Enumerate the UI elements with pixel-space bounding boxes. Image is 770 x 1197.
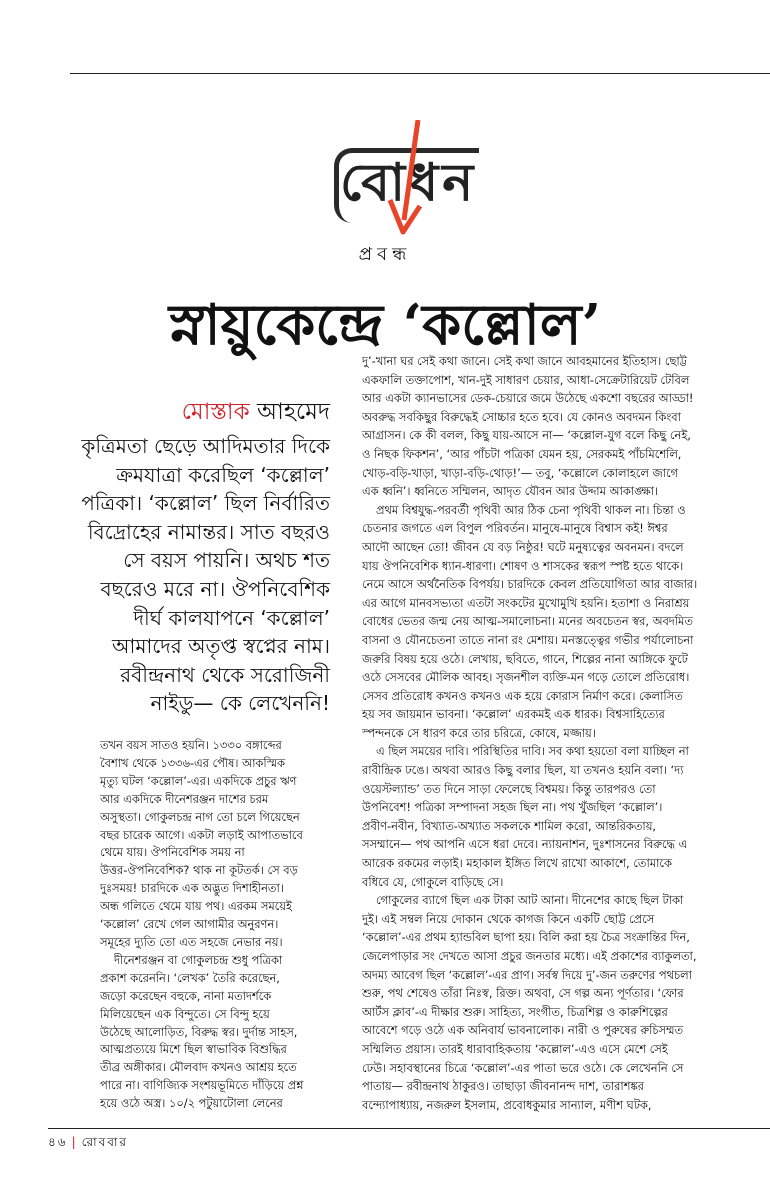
body-text-line: সসম্মানে— পথ আপনি এসে ধরা দেবে। ন্যায়নাশন, দুঃশাসনের বিরুদ্ধে এ (362, 837, 688, 852)
article-headline: স্নায়ুকেন্দ্রে ‘কল্লোল’ (168, 292, 602, 358)
body-text-line: বৈশাখ থেকে ১৩৩৬-এর পৌষ। আকস্মিক (100, 755, 285, 770)
lede-line: আমাদের অতৃপ্ত স্বপ্নের নাম। (112, 634, 330, 659)
body-text-line: সেসব প্রতিরোধ কখনও কখনও এক হয়ে কোরাস নির্মাণ করে। কেলাসিত (362, 688, 683, 703)
body-text-line: বন্দ্যোপাধ্যায়, নজরুল ইসলাম, প্রবোধকুমার সান্যাল, মণীশ ঘটক, (362, 1097, 652, 1112)
body-text-line: পাতায়— রবীন্দ্রনাথ ঠাকুরও। তাছাড়া জীবনানন্দ দাশ, তারাশঙ্কর (362, 1079, 644, 1094)
body-column-right (362, 352, 762, 1114)
body-text-line: পারে না। বাণিজ্যিক সংশয়ভূমিতে দাঁড়িয়ে প্রশ্ন (100, 1078, 304, 1093)
body-text-line: স্পন্দনকে সে ধারণ করে তার চরিত্রে, কোষে, মজ্জায়। (362, 725, 596, 740)
body-text-line: তখন বয়স সাতও হয়নি। ১৩৩০ বঙ্গাব্দের (100, 738, 282, 752)
page-number: ৪৬ (48, 1135, 68, 1149)
body-text-line: হয় সব জায়মান ভাবনা। ‘কল্লোল’ এরকমই এক ধারক। বিশ্বসাহিত্যের (362, 707, 665, 722)
lede-line: কৃত্রিমতা ছেড়ে আদিমতার দিকে (81, 434, 330, 458)
lede-line: সে বয়স পায়নি। অথচ শত (123, 548, 330, 573)
lede-line: বছরেও মরে না। ঔপনিবেশিক (100, 576, 330, 601)
body-text-line: আদৌ আছেন তো! জীবন যে বড় নিষ্ঠুর! ঘটে মনুষ্যত্বের অবনমন। বদলে (362, 539, 684, 554)
body-text-line: হয়ে ওঠে অস্ত্র। ১০/২ পটুয়াটোলা লেনের (100, 1096, 283, 1111)
body-text-line: ওয়েস্টল্যান্ড’ তত দিনে সাড়া ফেলেছে বিশ্বময়। কিন্তু তারপরও তো (362, 781, 656, 796)
body-text-line: সম্মিলিত প্রয়াস। তারই ধারাবাহিকতায় ‘কল্লোল’-এও এসে মেশে সেই (362, 1041, 668, 1056)
body-text-line: উত্তর-ঔপনিবেশিক? থাক না কূটতর্ক। সে বড় (100, 863, 298, 878)
body-text-line: আরেক রকমের লড়াই। মহাকাল ইঙ্গিত লিখে রাখো আকাশে, তোমাকে (362, 856, 672, 871)
body-text-line: এর আগে মানবসভ্যতা এতটা সংকটের মুখোমুখি হয়নি। হতাশা ও নিরাশ্রয় (362, 595, 690, 610)
body-text-line: আর্টস ক্লাব’-এ দীক্ষার শুরু। সাহিত্য, সংগীত, চিত্রশিল্প ও কারুশিল্পের (362, 1004, 668, 1019)
body-text-line: যায় ঔপনিবেশিক ধ্যান-ধারণা। শোষণ ও শাসকের স্বরূপ স্পষ্ট হতে থাকে। (362, 558, 684, 573)
body-text-line: আত্মপ্রত্যয়ে মিশে ছিল স্বাভাবিক বিশুদ্ধির (100, 1042, 287, 1057)
body-text-line: নেমে আসে অর্থনৈতিক বিপর্যয়। চারদিকে কেবল প্রতিযোগিতা আর বাজার। (362, 577, 698, 592)
body-text-line: তীব্র অঙ্গীকার। মৌলবাদ কখনও আশ্রয় হতে (100, 1060, 297, 1075)
body-text-line: দু’-খানা ঘর সেই কথা জানে। সেই কথা জানে আবহমানের ইতিহাস। ছোট্ট (362, 354, 687, 368)
body-text-line: ঢেউ। সহাবস্থানের চিত্রে ‘কল্লোল’-এর পাতা ভরে ওঠে। কে লেখেননি সে (362, 1060, 684, 1075)
body-text-line: আর একটা ক্যানভাসের ডেক-চেয়ারে জমে উঠেছে একশো বছরের আড্ডা! (362, 391, 694, 406)
bodhon-logo (330, 120, 480, 245)
body-text-line: দীনেশরঞ্জন বা গোকুলচন্দ্র শুধু পত্রিকা (114, 952, 283, 967)
body-text-line: খোড়-বড়ি-খাড়া, খাড়া-বড়ি-থোড়!’— তবু, ‘কল্লোলে কোলাহলে জাগে (362, 465, 679, 480)
body-column-left (100, 737, 335, 1113)
body-text-line: চেতনার জগতে এল বিপুল পরিবর্তন। মানুষে-মানুষে বিশ্বাস কই! ঈশ্বর (362, 521, 668, 536)
body-text-line: মৃত্যু ঘটল ‘কল্লোল’-এর। একদিকে প্রচুর ঋণ (100, 773, 297, 788)
author-last-name: আহমেদ (256, 399, 330, 425)
author-byline (100, 393, 330, 432)
bottom-rule (48, 1128, 770, 1129)
body-text-line: আগ্রাসন। কে কী বলল, কিছু যায়-আসে না— ‘কল্লোল-যুগ বলে কিছু নেই, (362, 428, 691, 443)
body-text-line: শুরু, পথ শেষেও তাঁরা নিঃস্ব, রিক্ত। অথবা, সে গল্প অন্য পূর্ণতার। ‘ফোর (362, 986, 684, 1001)
body-text-line: আর একদিকে দীনেশরঞ্জন দাশের চরম (100, 791, 269, 806)
footer-separator: | (71, 1135, 78, 1149)
lede-line: দীর্ঘ কালযাপনে ‘কল্লোল’ (133, 605, 330, 630)
body-text-line: ‘কল্লোল’ রেখে গেল আগামীর অনুরণন। (100, 917, 279, 932)
body-text-line: উঠেছে আলোড়িত, বিরুদ্ধ স্বর। দুর্দান্ত সাহস, (100, 1024, 298, 1039)
author-first-name: মোস্তাক (181, 399, 250, 425)
body-text-line: দুই। এই সম্বল নিয়ে দোকান থেকে কাগজ কিনে একটি ছোট্ট প্রেসে (362, 911, 655, 926)
section-label: প্রবন্ধ (358, 244, 412, 265)
body-text-line: ‘কল্লোল’-এর প্রথম হ্যান্ডবিল ছাপা হয়। বিলি করা হয় চৈত্র সংক্রান্তির দিন, (362, 930, 690, 945)
body-text-line: ও নিছক ফিকশন’, ‘আর পাঁচটা পত্রিকা যেমন হয়, সেরকমই পাঁচমিশেলি, (362, 446, 682, 461)
body-text-line: অসুস্থতা। গোকুলচন্দ্র নাগ তো চলে গিয়েছেন (100, 809, 300, 824)
body-text-line: সমূহের দ্যুতি তো এত সহজে নেভার নয়। (100, 934, 283, 949)
body-text-line: দুঃসময়! চারদিকে এক অদ্ভুত দিশাহীনতা। (100, 881, 284, 896)
body-text-line: প্রকাশ করেননি। ‘লেখক’ তৈরি করেছেন, (100, 970, 280, 985)
body-text-line: বধিবে যে, গোকুলে বাড়িছে সে। (362, 874, 504, 889)
lede-line: পত্রিকা। ‘কল্লোল’ ছিল নির্বারিত (81, 491, 330, 516)
body-text-line: অন্ধ গলিতে থেমে যায় পথ। এরকম সময়েই (100, 899, 292, 914)
top-rule (70, 73, 770, 74)
body-text-line: থেমে যায়। ঔপনিবেশিক সময় না (100, 845, 245, 860)
magazine-name: রোববার (81, 1135, 129, 1149)
body-text-line: বোধের ভেতর জন্ম নেয় আত্ম-সমালোচনা। মনের অবচেতন স্বর, অবদমিত (362, 614, 693, 629)
body-text-line: অবরুদ্ধ সবকিছুর বিরুদ্ধেই সোচ্চার হতে হবে। যে কোনও অবদমন কিংবা (362, 409, 681, 424)
body-text-line: ওঠে সেসবের মৌলিক আবহ। সৃজনশীল ব্যক্তি-মন গড়ে তোলে প্রতিরোধ। (362, 670, 690, 685)
body-text-line: জরুরি বিষয় হয়ে ওঠে। লেখায়, ছবিতে, গানে, শিল্পের নানা আঙ্গিকে ফুটে (362, 651, 688, 666)
lede-line: রবীন্দ্রনাথ থেকে সরোজিনী (120, 662, 330, 687)
lede-line: নাইডু— কে লেখেননি! (150, 691, 330, 716)
body-text-line: গোকুলের ব্যাগে ছিল এক টাকা আট আনা। দীনেশের কাছে ছিল টাকা (376, 893, 684, 908)
body-text-line: জড়ো করেছেন বহুকে, নানা মতাদর্শকে (100, 988, 272, 1003)
logo-text: বোধন (340, 153, 478, 213)
body-text-line: প্রথম বিশ্বযুদ্ধ-পরবর্তী পৃথিবী আর ঠিক চেনা পৃথিবী থাকল না। চিন্তা ও (376, 502, 686, 517)
body-text-line: মিলিয়েছেন এক বিন্দুতে। সে বিন্দু হয়ে (100, 1006, 270, 1021)
body-text-line: এ ছিল সময়ের দাবি। পরিস্থিতির দাবি। সব কথা হয়তো বলা যাচ্ছিল না (376, 744, 689, 759)
body-text-line: একফালি তক্তাপোশ, খান-দুই সাধারণ চেয়ার, আধা-সেক্রেটারিয়েট টেবিল (362, 372, 690, 387)
body-text-line: এক ধ্বনি’। ধ্বনিতে সম্মিলন, আদৃত যৌবন আর উদ্দাম আকাঙ্ক্ষা। (362, 484, 658, 499)
body-text-line: বাসনা ও যৌনচেতনা তাতে নানা রং মেশায়। মনস্তত্ত্বের গভীর পর্যালোচনা (362, 632, 694, 647)
lede-line: বিদ্রোহের নামান্তর। সাত বছরও (87, 519, 330, 544)
body-text-line: আবেশে গড়ে ওঠে এক অনিবার্য ভাবনালোক। নারী ও পুরুষের রুচিসম্মত (362, 1023, 684, 1038)
body-text-line: রাবীন্দ্রিক ঢঙে। অথবা আরও কিছু বলার ছিল, যা তখনও হয়নি বলা। ‘দ্য (362, 763, 684, 778)
lede-line: ক্রমযাত্রা করেছিল ‘কল্লোল’ (116, 462, 330, 487)
arrow-down-icon (370, 120, 430, 245)
lede-pullquote (70, 432, 330, 718)
page-footer (48, 1134, 128, 1154)
body-text-line: জেলেপাড়ার সং দেখতে আসা প্রচুর জনতার মধ্যে। এই প্রকাশের ব্যাকুলতা, (362, 949, 697, 963)
body-text-line: উপনিবেশ! পত্রিকা সম্পাদনা সহজ ছিল না। পথ খুঁজছিল ‘কল্লোল’। (362, 800, 663, 815)
body-text-line: অদম্য আবেগ ছিল ‘কল্লোল’-এর প্রাণ। সর্বস্ব দিয়ে দু’-জন তরুণের পথচলা (362, 967, 692, 982)
body-text-line: বছর চারেক আগে। একটা লড়াই আপাতভাবে (100, 827, 303, 842)
body-text-line: প্রবীণ-নবীন, বিখ্যাত-অখ্যাত সকলকে শামিল করো, আন্তরিকতায়, (362, 818, 657, 833)
